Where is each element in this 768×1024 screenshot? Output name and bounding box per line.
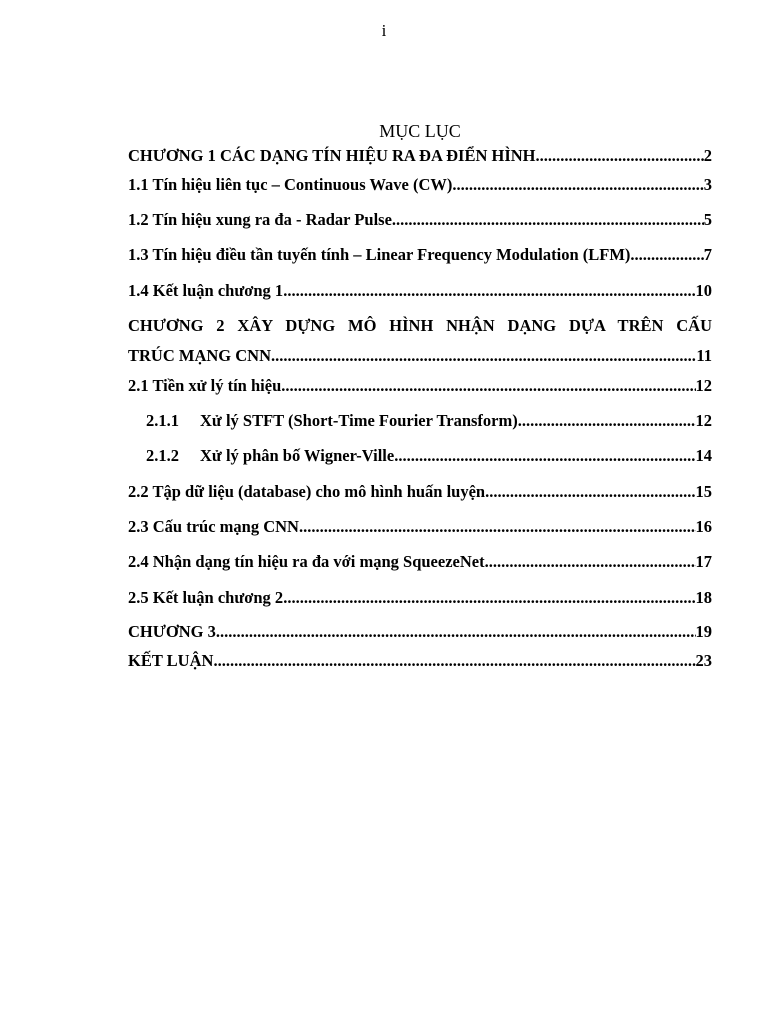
page-number: i [381, 21, 387, 40]
toc-entry-text: 2.3 Cấu trúc mạng CNN [128, 517, 299, 536]
toc-leader-dots [213, 651, 695, 671]
toc-entry-text: KẾT LUẬN [128, 651, 214, 670]
toc-leader-dots [299, 517, 696, 537]
toc-entry-page: 23 [695, 651, 712, 670]
toc-entry-page: 2 [703, 146, 712, 165]
toc-leader-dots [283, 281, 695, 301]
toc-entry-page: 10 [695, 281, 712, 300]
toc-entry-text: 2.5 Kết luận chương 2 [128, 588, 284, 607]
toc-entry-text: 1.4 Kết luận chương 1 [128, 281, 284, 300]
toc-entry-2-5[interactable] [128, 588, 712, 608]
toc-entry-text: 2.1 Tiền xử lý tín hiệu [128, 376, 282, 395]
toc-leader-dots [452, 175, 703, 195]
toc-leader-dots [485, 482, 695, 502]
toc-leader-dots [485, 552, 696, 572]
toc-entry-1-2[interactable] [128, 210, 712, 230]
toc-entry-chapter-3[interactable] [128, 622, 712, 642]
toc-leader-dots [392, 210, 704, 230]
toc-leader-dots [283, 588, 695, 608]
toc-entry-page: 7 [703, 245, 712, 264]
toc-entry-2-2[interactable] [128, 482, 712, 502]
toc-entry-2-3[interactable] [128, 517, 712, 537]
toc-entry-page: 11 [696, 346, 712, 365]
toc-entry-text: CHƯƠNG 3 [128, 622, 216, 641]
toc-leader-dots [281, 376, 695, 396]
toc-entry-text: TRÚC MẠNG CNN [128, 346, 271, 365]
toc-leader-dots [271, 346, 696, 366]
toc-entry-number: 2.1.1 [146, 411, 179, 430]
toc-entry-text: CHƯƠNG 1 CÁC DẠNG TÍN HIỆU RA ĐA ĐIỂN HÌNH [128, 146, 536, 165]
toc-leader-dots [536, 146, 704, 166]
toc-entry-2-1-2[interactable] [146, 446, 712, 466]
toc-entry-text: 2.2 Tập dữ liệu (database) cho mô hình huấn luyện [128, 482, 486, 501]
toc-leader-dots [394, 446, 695, 466]
toc-entry-text: 1.2 Tín hiệu xung ra đa - Radar Pulse [128, 210, 392, 229]
toc-entry-page: 14 [695, 446, 712, 465]
toc-entry-text: Xử lý phân bố Wigner-Ville [200, 446, 395, 465]
toc-entry-page: 18 [695, 588, 712, 607]
toc-entry-chapter-2[interactable] [128, 316, 712, 366]
toc-entry-page: 17 [695, 552, 712, 571]
toc-entry-page: 16 [695, 517, 712, 536]
toc-leader-dots [518, 411, 696, 431]
toc-entry-text: 2.4 Nhận dạng tín hiệu ra đa với mạng SqueezeNet [128, 552, 485, 571]
toc-entry-chapter-1[interactable] [128, 146, 712, 166]
toc-entry-text: 1.3 Tín hiệu điều tần tuyến tính – Linear Frequency Modulation (LFM) [128, 245, 631, 264]
toc-entry-text: 1.1 Tín hiệu liên tục – Continuous Wave (CW) [128, 175, 453, 194]
toc-entry-2-1[interactable] [128, 376, 712, 396]
toc-entry-page: 12 [695, 376, 712, 395]
toc-entry-1-1[interactable] [128, 175, 712, 195]
toc-entry-page: 15 [695, 482, 712, 501]
toc-entry-number: 2.1.2 [146, 446, 179, 465]
toc-entry-1-4[interactable] [128, 281, 712, 301]
toc-entry-page: 19 [695, 622, 712, 641]
toc-title: MỤC LỤC [379, 121, 461, 141]
toc-entry-text-line1: CHƯƠNG 2 XÂY DỰNG MÔ HÌNH NHẬN DẠNG DỰA TRÊN CẤU [128, 316, 712, 335]
toc-leader-dots [216, 622, 696, 642]
toc-entry-2-1-1[interactable] [146, 411, 712, 431]
toc-entry-1-3[interactable] [128, 245, 712, 265]
toc-leader-dots [630, 245, 703, 265]
toc-entry-page: 12 [695, 411, 712, 430]
toc-entry-text: Xử lý STFT (Short-Time Fourier Transform) [200, 411, 518, 430]
toc-entry-2-4[interactable] [128, 552, 712, 572]
toc-entry-page: 3 [703, 175, 712, 194]
toc-entry-page: 5 [703, 210, 712, 229]
toc-entry-conclusion[interactable] [128, 651, 712, 671]
